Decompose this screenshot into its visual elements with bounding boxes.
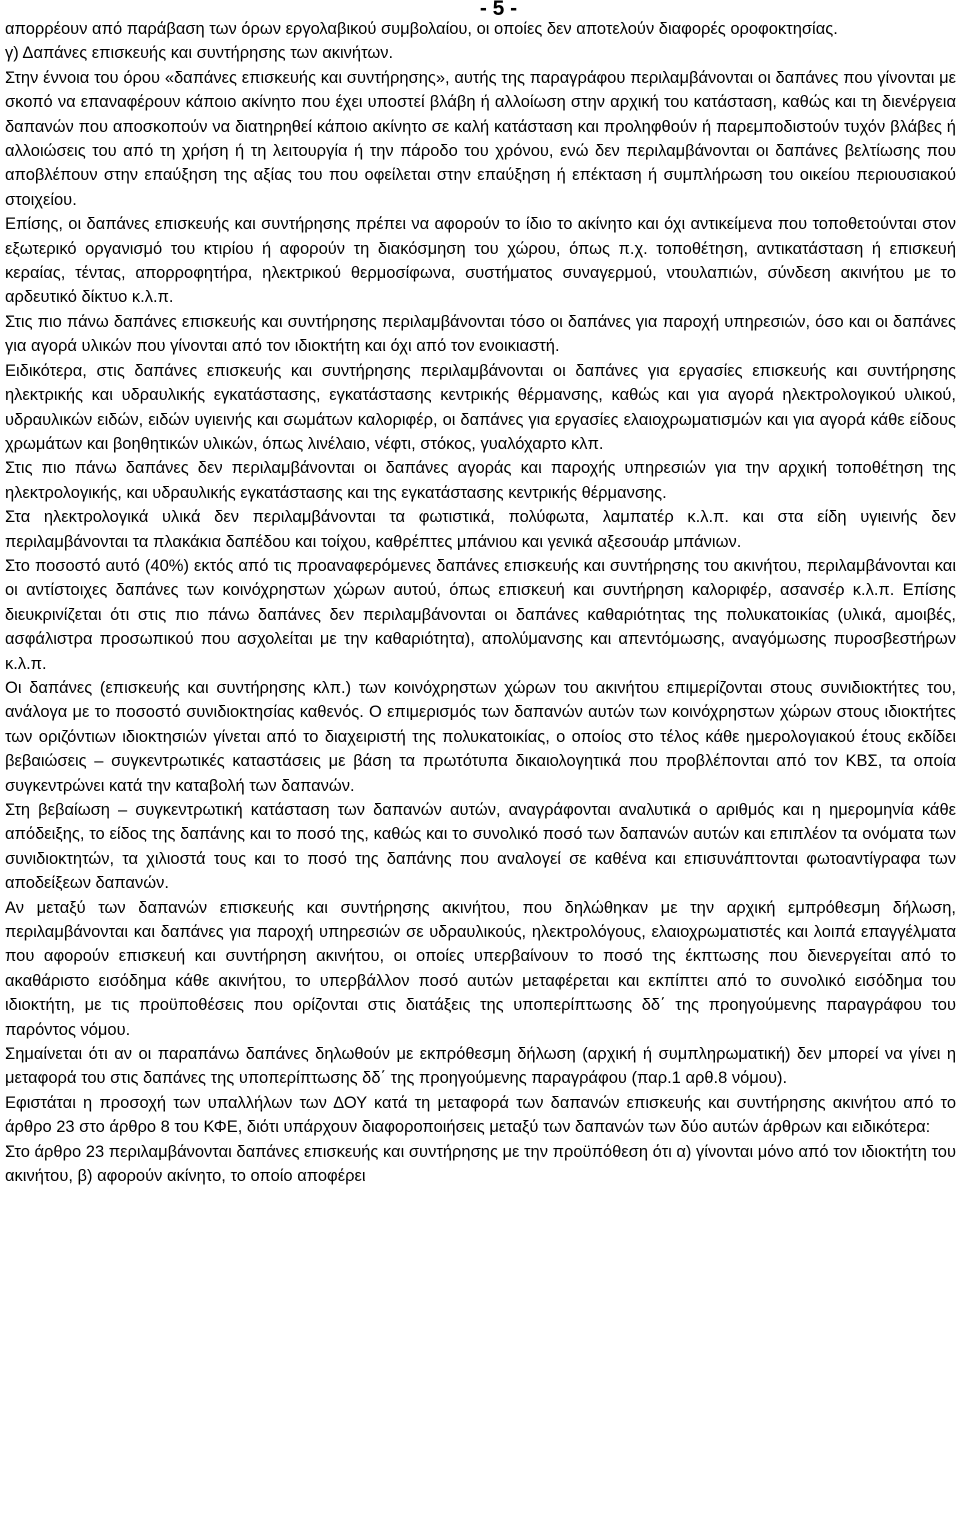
page-number: - 5 - xyxy=(479,0,518,20)
paragraph-10: Οι δαπάνες (επισκευής και συντήρησης κλπ.) των κοινόχρηστων χώρων του ακινήτου επιμερίζονται στους συνιδιοκτήτες του, ανάλογα με το ποσοστό συνιδιοκτησίας καθενός. Ο επιμερισμός των δαπανών αυτών των κοινόχρηστων χώρων στους ιδιοκτήτες των οριζόντιων ιδιοκτησιών γίνεται από το διαχειριστή της πολυκατοικίας, ο οποίος στο τέλος κάθε ημερολογιακού έτους εκδίδει βεβαιώσεις – συγκεντρωτικές καταστάσεις με βάση τα πρωτότυπα δικαιολογητικά που προβλέπονται από τον ΚΒΣ, τα οποία συγκεντρώνει κατά την καταβολή των δαπανών. xyxy=(5,678,956,795)
paragraph-4: Επίσης, οι δαπάνες επισκευής και συντήρησης πρέπει να αφορούν το ίδιο το ακίνητο και όχι αντικείμενα που τοποθετούνται στον εξωτερικό οργανισμό του κτιρίου ή αφορούν τη διακόσμηση του χώρου, όπως π.χ. τοποθέτηση, αντικατάσταση ή επισκευή κεραίας, τέντας, απορροφητήρα, ηλεκτρικού θερμοσίφωνα, συστήματος συναγερμού, ντουλαπιών, σύνδεση ακινήτου με το αρδευτικό δίκτυο κ.λ.π. xyxy=(5,215,956,307)
document-page xyxy=(5,0,956,1189)
paragraph-6: Ειδικότερα, στις δαπάνες επισκευής και συντήρησης περιλαμβάνονται οι δαπάνες για εργασίες επισκευής και συντήρησης ηλεκτρικής και υδραυλικής εγκατάστασης, εγκατάστασης κεντρικής θέρμανσης, καθώς και για αγορά ηλεκτρολογικού υλικού, υδραυλικών ειδών, ειδών υγιεινής και σωμάτων καλοριφέρ, οι δαπάνες για εργασίες ελαιοχρωματισμών και για αγορά κάθε είδους χρωμάτων και βοηθητικών υλικών, όπως λινέλαιο, νέφτι, στόκος, γυαλόχαρτο κλπ. xyxy=(5,361,956,453)
paragraph-12: Αν μεταξύ των δαπανών επισκευής και συντήρησης ακινήτου, που δηλώθηκαν με την αρχική εμπρόθεσμη δήλωση, περιλαμβάνονται και δαπάνες για παροχή υπηρεσιών σε υδραυλικούς, ηλεκτρολόγους, ελαιοχρωματιστές και λοιπά επαγγέλματα που αφορούν επισκευή και συντήρηση ακινήτου, οι οποίες υπερβαίνουν το ποσό της έκπτωσης που διενεργείται από το ακαθάριστο εισόδημα κάθε ακινήτου, το υπερβάλλον ποσό αυτών μεταφέρεται και εκπίπτει από το συνολικό εισόδημα του ιδιοκτήτη, με τις προϋποθέσεις που ορίζονται στις διατάξεις της υποπερίπτωσης δδ΄ της προηγούμενης παραγράφου του παρόντος νόμου. xyxy=(5,898,956,1039)
paragraph-13: Σημαίνεται ότι αν οι παραπάνω δαπάνες δηλωθούν με εκπρόθεσμη δήλωση (αρχική ή συμπληρωματική) δεν μπορεί να γίνει η μεταφορά του στις δαπάνες της υποπερίπτωσης δδ΄ της προηγούμενης παραγράφου (παρ.1 αρθ.8 νόμου). xyxy=(5,1045,956,1088)
paragraph-section-heading: γ) Δαπάνες επισκευής και συντήρησης των ακινήτων. xyxy=(5,44,394,63)
paragraph-11: Στη βεβαίωση – συγκεντρωτική κατάσταση των δαπανών αυτών, αναγράφονται αναλυτικά ο αριθμός και η ημερομηνία κάθε απόδειξης, το είδος της δαπάνης και το ποσό της, καθώς και το συνολικό ποσό των δαπανών αυτών και επιπλέον τα ονόματα των συνιδιοκτητών, τα χιλιοστά τους και το ποσό της δαπάνης που αναλογεί σε καθένα και επισυνάπτονται φωτοαντίγραφα των αποδείξεων δαπανών. xyxy=(5,801,956,893)
paragraph-1: απορρέουν από παράβαση των όρων εργολαβικού συμβολαίου, οι οποίες δεν αποτελούν διαφορές οροφοκτησίας. xyxy=(5,20,838,38)
paragraph-7: Στις πιο πάνω δαπάνες δεν περιλαμβάνονται οι δαπάνες αγοράς και παροχής υπηρεσιών για την αρχική τοποθέτηση της ηλεκτρολογικής, και υδραυλικής εγκατάστασης και της εγκατάστασης κεντρικής θέρμανσης. xyxy=(5,459,956,502)
paragraph-15: Στο άρθρο 23 περιλαμβάνονται δαπάνες επισκευής και συντήρησης με την προϋπόθεση ότι α) γίνονται μόνο από τον ιδιοκτήτη του ακινήτου, β) αφορούν ακίνητο, το οποίο αποφέρει xyxy=(5,1142,956,1186)
paragraph-8: Στα ηλεκτρολογικά υλικά δεν περιλαμβάνονται τα φωτιστικά, πολύφωτα, λαμπατέρ κ.λ.π. και στα είδη υγιεινής δεν περιλαμβάνονται τα πλακάκια δαπέδου και τοίχου, καθρέπτες μπάνιου και γενικά αξεσουάρ μπάνιων. xyxy=(5,508,956,551)
paragraph-5: Στις πιο πάνω δαπάνες επισκευής και συντήρησης περιλαμβάνονται τόσο οι δαπάνες για παροχή υπηρεσιών, όσο και οι δαπάνες για αγορά υλικών που γίνονται από τον ιδιοκτήτη και όχι από τον ενοικιαστή. xyxy=(5,312,956,356)
paragraph-9: Στο ποσοστό αυτό (40%) εκτός από τις προαναφερόμενες δαπάνες επισκευής και συντήρησης του ακινήτου, περιλαμβάνονται και οι αντίστοιχες δαπάνες των κοινόχρηστων χώρων αυτού, όπως επισκευή και συντήρηση καλοριφέρ, ασανσέρ κ.λ.π. Επίσης διευκρινίζεται ότι στις πιο πάνω δαπάνες δεν περιλαμβάνονται οι δαπάνες καθαριότητας της πολυκατοικίας (υλικά, αμοιβές, ασφάλιστρα προσωπικού που ασχολείται με την καθαριότητα), απολύμανσης και απεντόμωσης, αναγόμωσης πυροσβεστήρων κ.λ.π. xyxy=(5,556,956,673)
paragraph-3: Στην έννοια του όρου «δαπάνες επισκευής και συντήρησης», αυτής της παραγράφου περιλαμβάνονται οι δαπάνες που γίνονται με σκοπό να επαναφέρουν κάποιο ακίνητο που έχει υποστεί βλάβη ή αλλοίωση στην αρχική του κατάσταση, καθώς και τη διενέργεια δαπανών που αποσκοπούν να διατηρηθεί κάποιο ακίνητο σε καλή κατάσταση και προληφθούν ή παρεμποδιστούν τυχόν βλάβες ή αλλοιώσεις του από τη χρήση ή τη λειτουργία ή την πάροδο του χρόνου, ενώ δεν περιλαμβάνονται οι δαπάνες βελτίωσης που αποβλέπουν στην επαύξηση της αξίας του που οφείλεται στην επαύξηση ή επέκταση ή συμπλήρωση του οικείου περιουσιακού στοιχείου. xyxy=(5,68,956,209)
paragraph-14: Εφιστάται η προσοχή των υπαλλήλων των ΔΟΥ κατά τη μεταφορά των δαπανών επισκευής και συντήρησης ακινήτου από το άρθρο 23 στο άρθρο 8 του ΚΦΕ, διότι υπάρχουν διαφοροποιήσεις μεταξύ των δαπανών των δύο αυτών άρθρων και ειδικότερα: xyxy=(5,1093,956,1137)
